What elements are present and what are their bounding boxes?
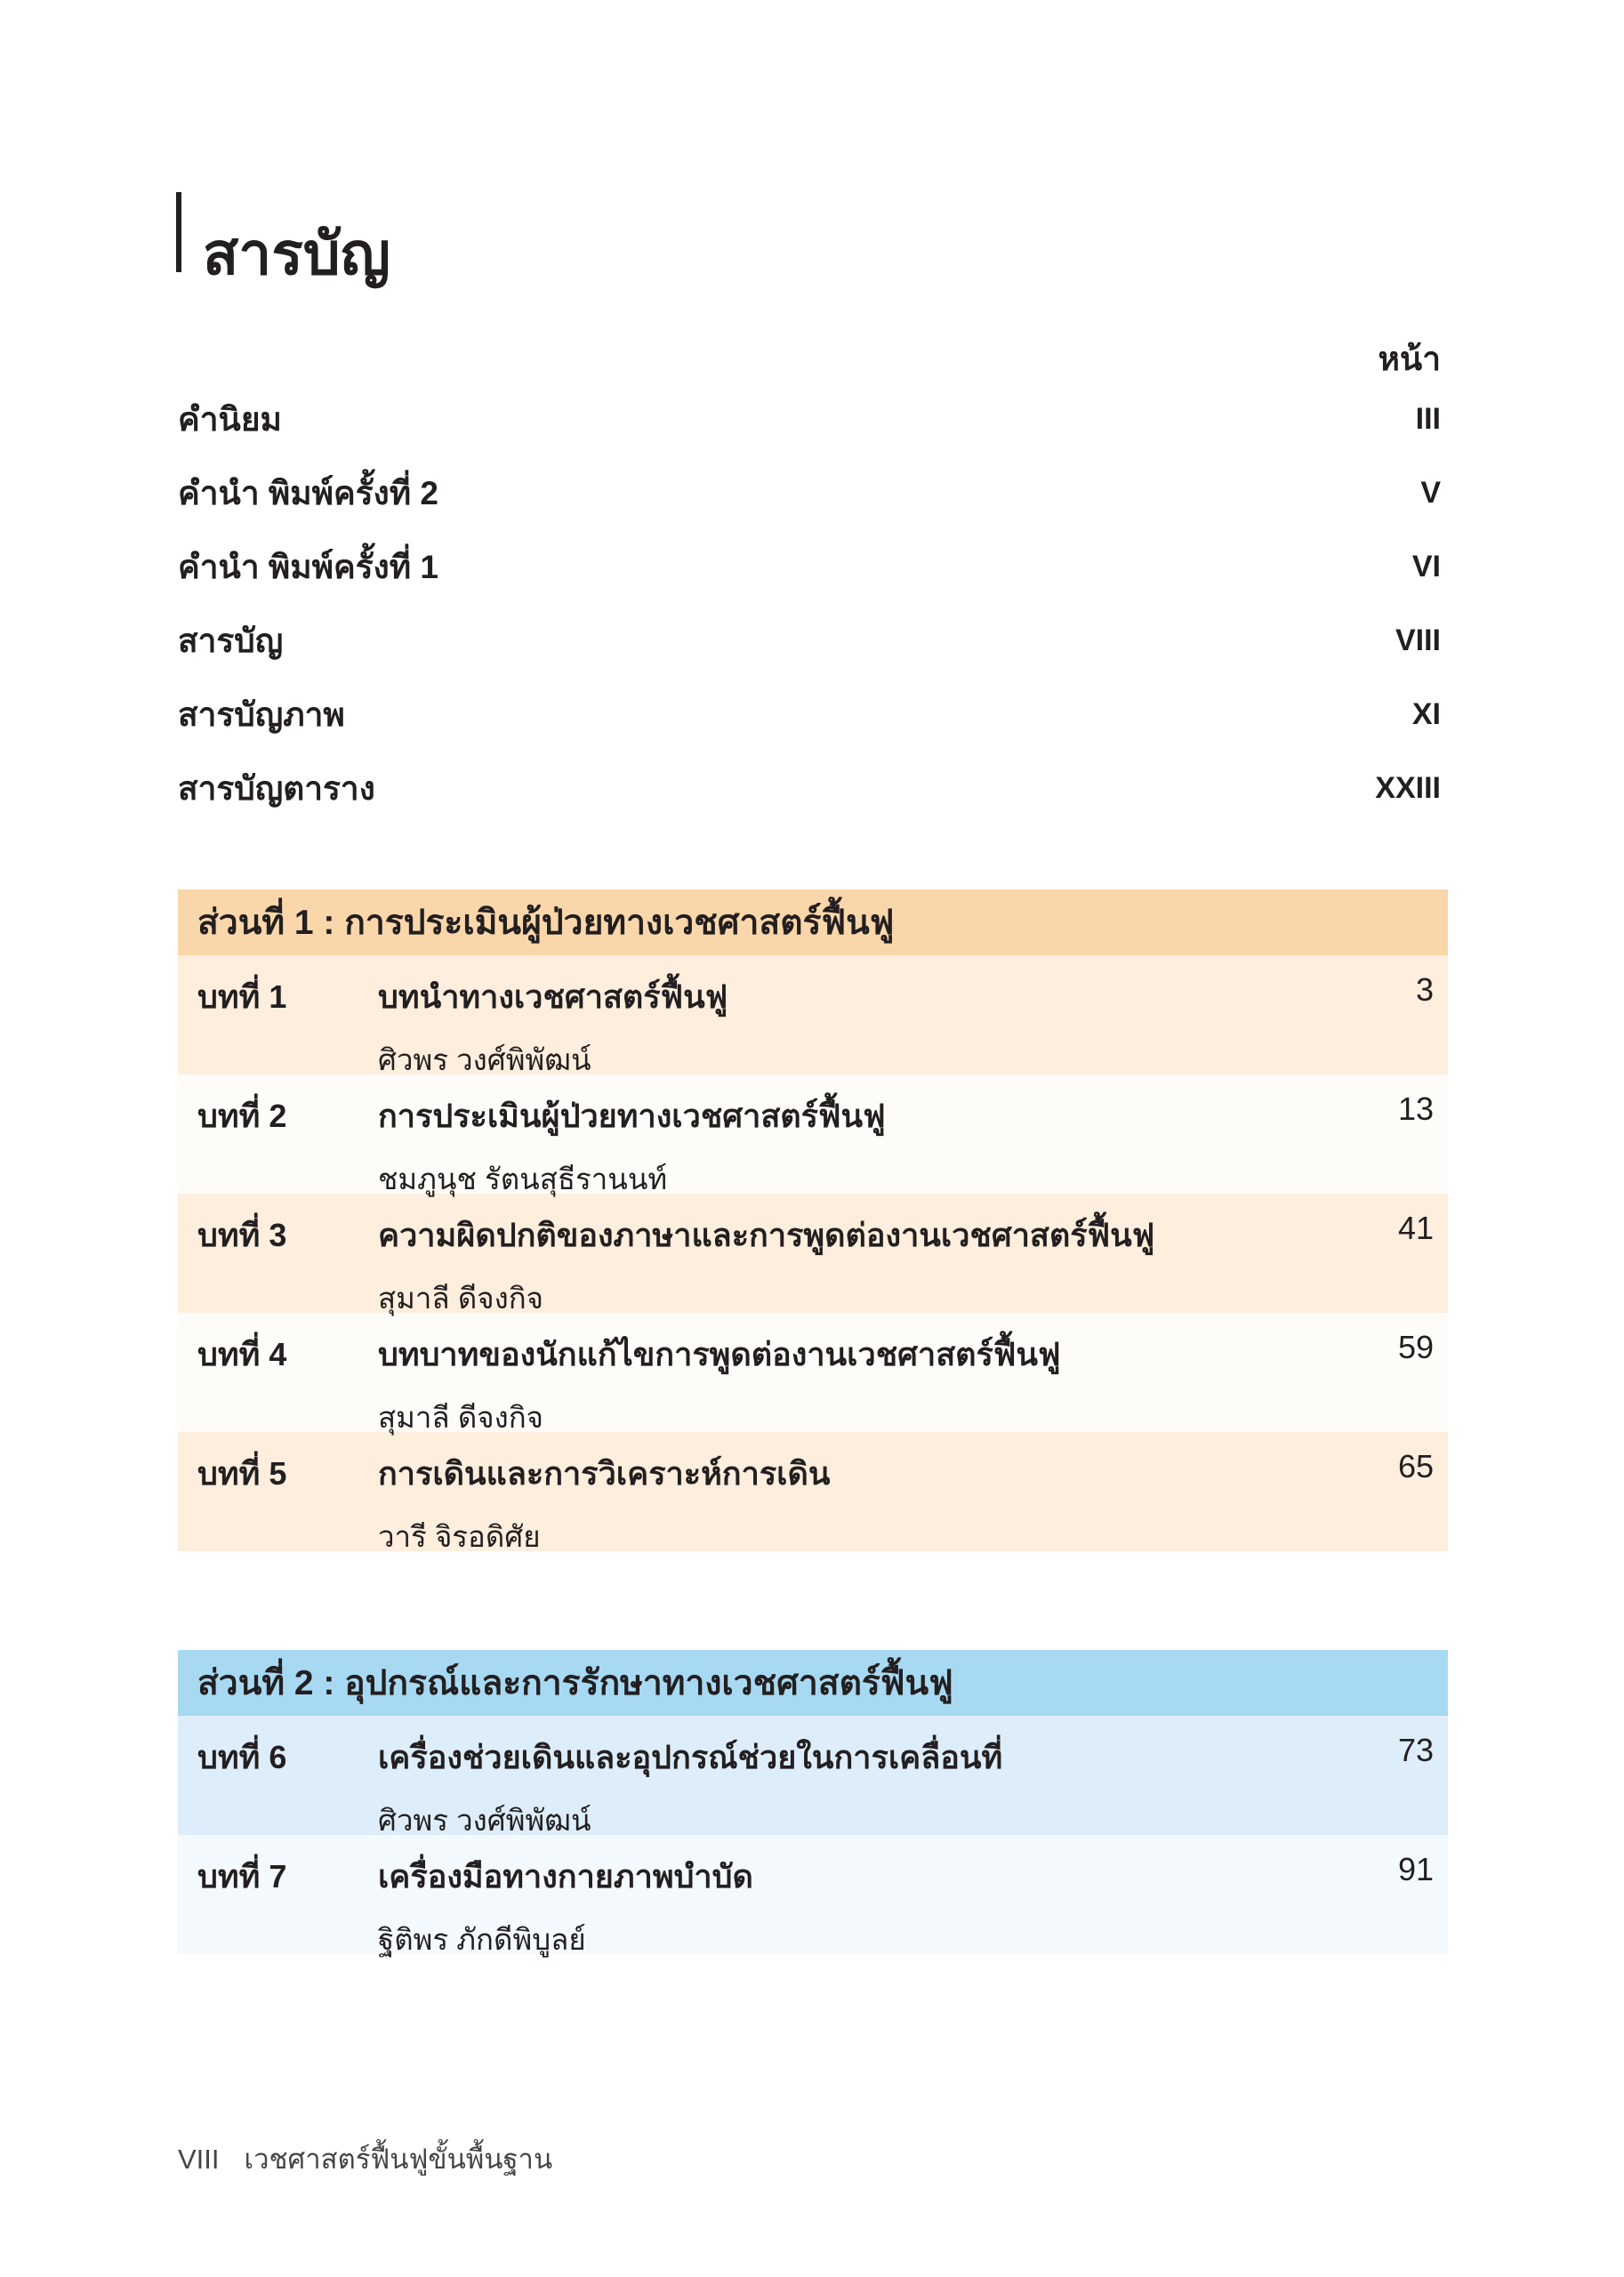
page-column-header: หน้า [1378, 341, 1441, 377]
chapter-title: การเดินและการวิเคราะห์การเดิน [378, 1455, 831, 1492]
chapter-author: สุมาลี ดีจงกิจ [378, 1401, 544, 1434]
front-matter-page-number: XI [1411, 697, 1441, 731]
front-matter-row [178, 382, 1441, 456]
section-header: ส่วนที่ 1 : การประเมินผู้ป่วยทางเวชศาสตร์ฟื้นฟู [178, 889, 1448, 955]
chapter-number-label: บทที่ 5 [197, 1455, 287, 1492]
chapter-page-number: 41 [1397, 1210, 1434, 1246]
toc-chapter-row [178, 955, 1448, 1074]
toc-chapter-row [178, 1432, 1448, 1551]
chapter-page-number: 91 [1397, 1851, 1434, 1887]
chapter-number-label: บทที่ 2 [197, 1098, 287, 1134]
front-matter-label: สารบัญตาราง [178, 770, 375, 807]
chapter-title: บทบาทของนักแก้ไขการพูดต่องานเวชศาสตร์ฟื้นฟู [378, 1336, 1061, 1372]
page-title: สารบัญ [203, 221, 390, 287]
toc-chapter-row [178, 1194, 1448, 1313]
front-matter-list [178, 382, 1441, 825]
chapter-author: ศิวพร วงศ์พิพัฒน์ [378, 1804, 591, 1837]
section-header: ส่วนที่ 2 : อุปกรณ์และการรักษาทางเวชศาสตร์ฟื้นฟู [178, 1650, 1448, 1716]
chapter-author: ฐิติพร ภักดีพิบูลย์ [378, 1923, 586, 1956]
chapter-author: ชมภูนุช รัตนสุธีรานนท์ [378, 1163, 668, 1195]
toc-section-1 [178, 889, 1448, 1551]
chapter-number-label: บทที่ 3 [197, 1217, 287, 1253]
chapter-number-label: บทที่ 4 [197, 1336, 287, 1372]
chapter-title: ความผิดปกติของภาษาและการพูดต่องานเวชศาสตร์ฟื้นฟู [378, 1217, 1155, 1253]
front-matter-row [178, 678, 1441, 752]
chapter-author: ศิวพร วงศ์พิพัฒน์ [378, 1043, 591, 1076]
front-matter-page-number: V [1420, 476, 1441, 510]
chapter-title: เครื่องมือทางกายภาพบำบัด [378, 1858, 753, 1895]
chapter-title: การประเมินผู้ป่วยทางเวชศาสตร์ฟื้นฟู [378, 1098, 886, 1134]
front-matter-label: คำนำ พิมพ์ครั้งที่ 2 [178, 475, 438, 511]
chapter-number-label: บทที่ 1 [197, 978, 287, 1015]
toc-chapter-row [178, 1716, 1448, 1835]
front-matter-label: สารบัญ [178, 623, 284, 659]
front-matter-label: สารบัญภาพ [178, 696, 345, 733]
toc-section-2 [178, 1650, 1448, 1954]
toc-chapter-row [178, 1074, 1448, 1194]
chapter-number-label: บทที่ 7 [197, 1858, 287, 1895]
chapter-author: วารี จิรอดิศัย [378, 1520, 541, 1553]
front-matter-row [178, 456, 1441, 530]
front-matter-page-number: XXIII [1375, 771, 1441, 805]
front-matter-page-number: III [1415, 402, 1441, 436]
title-accent-bar [176, 192, 181, 272]
chapter-page-number: 65 [1397, 1448, 1434, 1484]
footer-page-number: VIII [178, 2144, 220, 2175]
front-matter-page-number: VI [1411, 550, 1441, 583]
front-matter-label: คำนิยม [178, 401, 282, 438]
page-footer [178, 2136, 552, 2181]
chapter-page-number: 13 [1397, 1090, 1434, 1127]
chapter-number-label: บทที่ 6 [197, 1739, 287, 1775]
footer-book-title: เวชศาสตร์ฟื้นฟูขั้นพื้นฐาน [244, 2144, 553, 2175]
front-matter-row [178, 530, 1441, 604]
toc-chapter-row [178, 1835, 1448, 1954]
chapter-title: เครื่องช่วยเดินและอุปกรณ์ช่วยในการเคลื่อนที่ [378, 1739, 1003, 1775]
chapter-page-number: 73 [1397, 1732, 1434, 1768]
front-matter-page-number: VIII [1395, 624, 1441, 657]
chapter-page-number: 3 [1415, 971, 1434, 1008]
chapter-author: สุมาลี ดีจงกิจ [378, 1282, 544, 1315]
chapter-page-number: 59 [1397, 1329, 1434, 1365]
chapter-title: บทนำทางเวชศาสตร์ฟื้นฟู [378, 978, 728, 1015]
front-matter-label: คำนำ พิมพ์ครั้งที่ 1 [178, 549, 438, 585]
front-matter-row [178, 752, 1441, 825]
front-matter-row [178, 604, 1441, 678]
toc-chapter-row [178, 1313, 1448, 1432]
